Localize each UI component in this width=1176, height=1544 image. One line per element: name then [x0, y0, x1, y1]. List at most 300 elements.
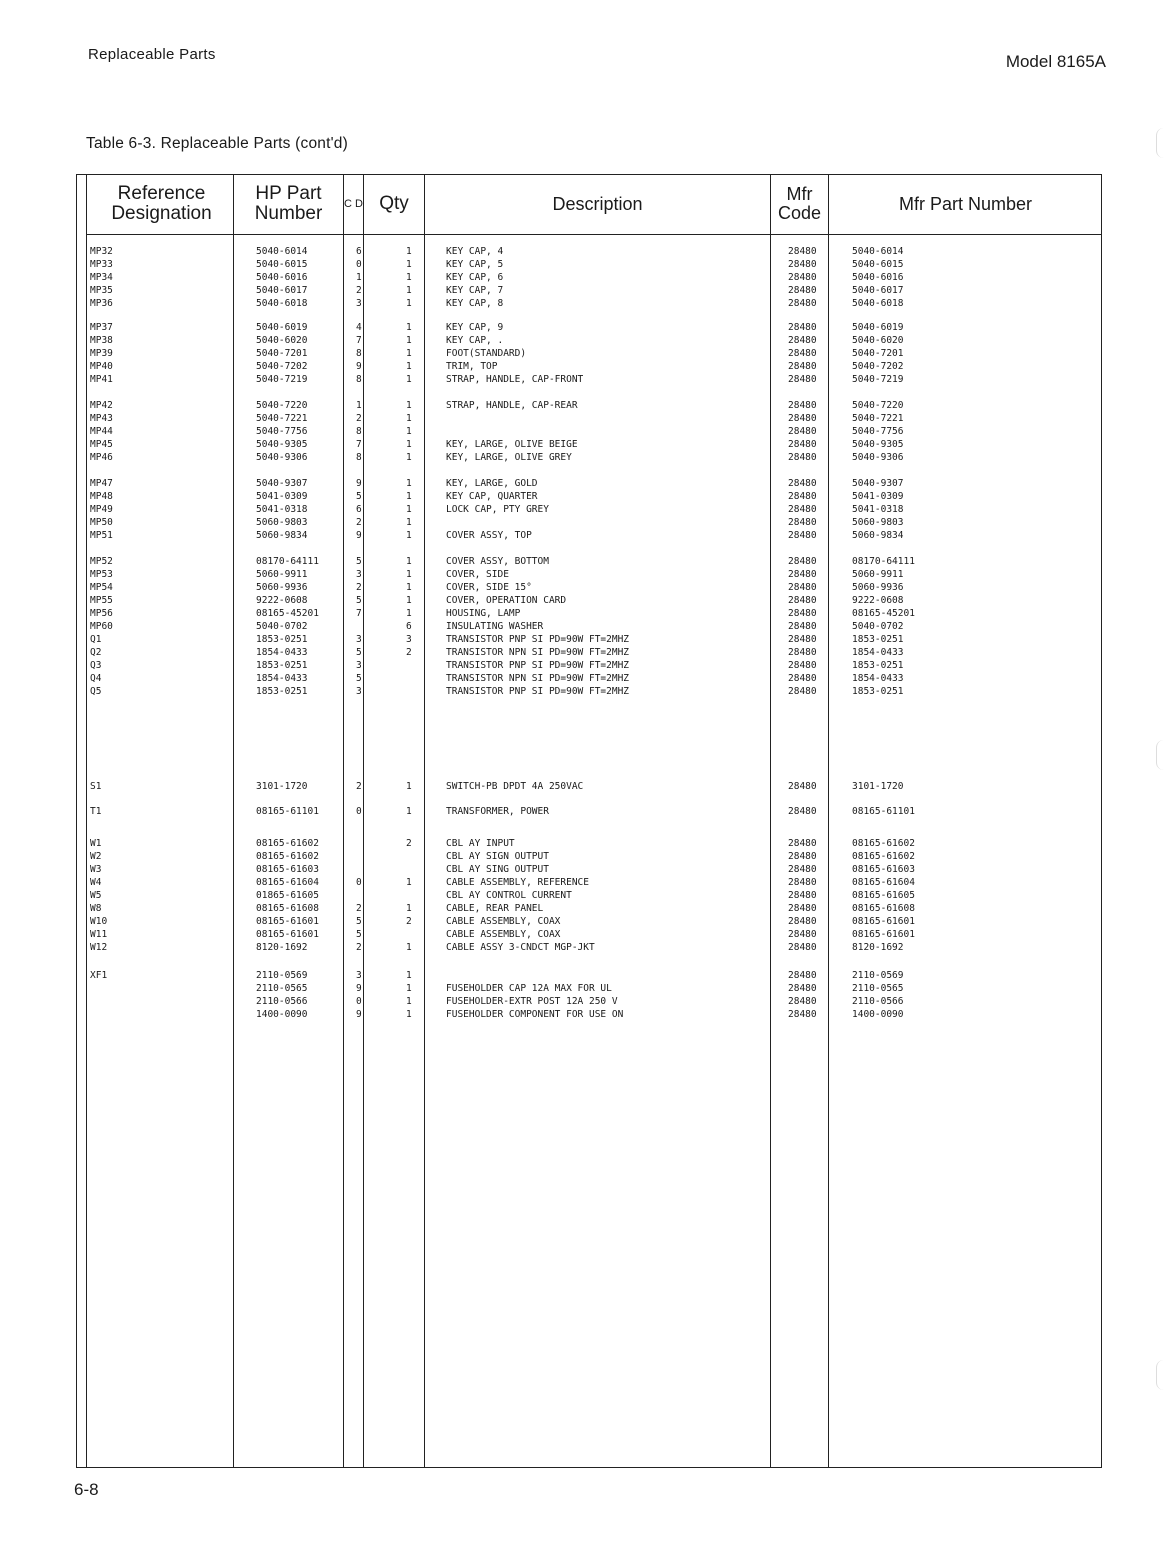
cell-cd: 5 — [356, 929, 362, 940]
cell-ref: MP45 — [90, 439, 113, 450]
cell-cd: 8 — [356, 426, 362, 437]
cell-mfr: 28480 — [788, 647, 817, 658]
col-header-hp-part: HP Part Number — [254, 183, 323, 224]
table-row — [76, 335, 1102, 348]
cell-mpn: 5040-6014 — [852, 246, 904, 257]
table-row — [76, 413, 1102, 426]
cell-desc: COVER, SIDE 15° — [446, 582, 532, 593]
cell-pn: 08170-64111 — [256, 556, 319, 567]
cell-qty: 1 — [406, 361, 412, 372]
cell-cd: 8 — [356, 452, 362, 463]
cell-mpn: 1853-0251 — [852, 686, 904, 697]
cell-desc: KEY CAP, 5 — [446, 259, 504, 270]
cell-qty: 2 — [406, 647, 412, 658]
cell-desc: COVER, OPERATION CARD — [446, 595, 567, 606]
table-row — [76, 322, 1102, 335]
cell-mfr: 28480 — [788, 272, 817, 283]
table-row — [76, 361, 1102, 374]
cell-qty: 1 — [406, 903, 412, 914]
cell-mpn: 08170-64111 — [852, 556, 915, 567]
cell-mfr: 28480 — [788, 942, 817, 953]
cell-cd: 3 — [356, 970, 362, 981]
table-row — [76, 246, 1102, 259]
cell-mpn: 2110-0566 — [852, 996, 904, 1007]
cell-ref: MP48 — [90, 491, 113, 502]
cell-cd: 7 — [356, 335, 362, 346]
table-row — [76, 530, 1102, 543]
cell-mfr: 28480 — [788, 806, 817, 817]
cell-cd: 2 — [356, 413, 362, 424]
cell-desc: KEY, LARGE, GOLD — [446, 478, 538, 489]
cell-mpn: 9222-0608 — [852, 595, 904, 606]
table-row — [76, 426, 1102, 439]
cell-cd: 2 — [356, 781, 362, 792]
cell-mpn: 2110-0565 — [852, 983, 904, 994]
cell-desc: FUSEHOLDER-EXTR POST 12A 250 V — [446, 996, 618, 1007]
scan-edge-mark — [1156, 128, 1171, 158]
cell-qty: 1 — [406, 877, 412, 888]
cell-cd: 9 — [356, 478, 362, 489]
cell-cd: 0 — [356, 996, 362, 1007]
cell-mpn: 3101-1720 — [852, 781, 904, 792]
cell-pn: 5040-0702 — [256, 621, 308, 632]
cell-qty: 2 — [406, 916, 412, 927]
cell-desc: TRANSFORMER, POWER — [446, 806, 549, 817]
cell-qty: 1 — [406, 491, 412, 502]
scan-edge-mark — [1156, 1360, 1171, 1390]
cell-desc: COVER ASSY, BOTTOM — [446, 556, 549, 567]
cell-pn: 2110-0566 — [256, 996, 308, 1007]
cell-mpn: 5040-7202 — [852, 361, 904, 372]
cell-cd: 7 — [356, 608, 362, 619]
table-row — [76, 996, 1102, 1009]
cell-cd: 0 — [356, 259, 362, 270]
cell-cd: 9 — [356, 530, 362, 541]
cell-mfr: 28480 — [788, 504, 817, 515]
cell-mpn: 5040-7220 — [852, 400, 904, 411]
cell-mpn: 5040-9305 — [852, 439, 904, 450]
cell-mpn: 5060-9834 — [852, 530, 904, 541]
table-row — [76, 595, 1102, 608]
cell-ref: MP39 — [90, 348, 113, 359]
cell-qty: 1 — [406, 806, 412, 817]
cell-desc: KEY, LARGE, OLIVE BEIGE — [446, 439, 578, 450]
cell-desc: CABLE ASSEMBLY, COAX — [446, 916, 561, 927]
cell-cd: 5 — [356, 556, 362, 567]
cell-mpn: 08165-61601 — [852, 916, 915, 927]
cell-mfr: 28480 — [788, 439, 817, 450]
cell-mfr: 28480 — [788, 400, 817, 411]
cell-mpn: 08165-61602 — [852, 838, 915, 849]
cell-qty: 1 — [406, 996, 412, 1007]
cell-pn: 1854-0433 — [256, 647, 308, 658]
cell-mpn: 2110-0569 — [852, 970, 904, 981]
cell-desc: LOCK CAP, PTY GREY — [446, 504, 549, 515]
cell-mpn: 08165-61601 — [852, 929, 915, 940]
cell-mfr: 28480 — [788, 413, 817, 424]
cell-ref: Q1 — [90, 634, 102, 645]
cell-pn: 5040-9307 — [256, 478, 308, 489]
cell-qty: 1 — [406, 569, 412, 580]
cell-mpn: 5040-0702 — [852, 621, 904, 632]
cell-pn: 08165-61608 — [256, 903, 319, 914]
cell-pn: 08165-61601 — [256, 916, 319, 927]
cell-pn: 5060-9911 — [256, 569, 308, 580]
cell-mpn: 1853-0251 — [852, 634, 904, 645]
cell-mpn: 08165-45201 — [852, 608, 915, 619]
col-header-ref: Reference Designation — [111, 183, 212, 224]
cell-cd: 2 — [356, 942, 362, 953]
cell-cd: 9 — [356, 361, 362, 372]
cell-cd: 2 — [356, 582, 362, 593]
cell-ref: W1 — [90, 838, 102, 849]
cell-ref: Q3 — [90, 660, 102, 671]
cell-cd: 3 — [356, 686, 362, 697]
cell-cd: 2 — [356, 285, 362, 296]
cell-qty: 1 — [406, 517, 412, 528]
cell-desc: COVER, SIDE — [446, 569, 509, 580]
cell-mpn: 5040-6018 — [852, 298, 904, 309]
cell-mfr: 28480 — [788, 660, 817, 671]
cell-desc: HOUSING, LAMP — [446, 608, 521, 619]
cell-qty: 1 — [406, 400, 412, 411]
table-row — [76, 259, 1102, 272]
cell-qty: 1 — [406, 1009, 412, 1020]
cell-pn: 5040-6019 — [256, 322, 308, 333]
table-row — [76, 781, 1102, 794]
cell-ref: MP38 — [90, 335, 113, 346]
cell-mpn: 08165-61604 — [852, 877, 915, 888]
header-section-title: Replaceable Parts — [88, 46, 216, 63]
cell-mfr: 28480 — [788, 426, 817, 437]
col-header-mfr-code: Mfr Code — [777, 184, 822, 223]
cell-mpn: 1853-0251 — [852, 660, 904, 671]
cell-ref: W5 — [90, 890, 102, 901]
table-row — [76, 647, 1102, 660]
col-header-mfr-part: Mfr Part Number — [898, 193, 1033, 214]
cell-qty: 6 — [406, 621, 412, 632]
table-row — [76, 517, 1102, 530]
cell-pn: 08165-61601 — [256, 929, 319, 940]
cell-pn: 08165-61602 — [256, 838, 319, 849]
cell-desc: CBL AY SIGN OUTPUT — [446, 851, 549, 862]
table-row — [76, 916, 1102, 929]
cell-pn: 08165-61603 — [256, 864, 319, 875]
cell-cd: 1 — [356, 400, 362, 411]
cell-pn: 1853-0251 — [256, 660, 308, 671]
cell-mfr: 28480 — [788, 374, 817, 385]
cell-pn: 8120-1692 — [256, 942, 308, 953]
cell-mfr: 28480 — [788, 322, 817, 333]
cell-mfr: 28480 — [788, 864, 817, 875]
cell-pn: 5040-7756 — [256, 426, 308, 437]
cell-cd: 2 — [356, 517, 362, 528]
cell-qty: 1 — [406, 504, 412, 515]
cell-desc: CABLE ASSEMBLY, REFERENCE — [446, 877, 589, 888]
cell-cd: 5 — [356, 491, 362, 502]
cell-desc: CABLE ASSEMBLY, COAX — [446, 929, 561, 940]
col-header-cd: C D — [344, 197, 363, 210]
table-row — [76, 569, 1102, 582]
cell-ref: MP52 — [90, 556, 113, 567]
cell-desc: SWITCH-PB DPDT 4A 250VAC — [446, 781, 584, 792]
cell-pn: 5060-9834 — [256, 530, 308, 541]
cell-ref: MP56 — [90, 608, 113, 619]
cell-pn: 5040-6017 — [256, 285, 308, 296]
cell-pn: 5040-7221 — [256, 413, 308, 424]
cell-desc: STRAP, HANDLE, CAP-FRONT — [446, 374, 584, 385]
cell-ref: MP46 — [90, 452, 113, 463]
cell-mfr: 28480 — [788, 517, 817, 528]
cell-qty: 1 — [406, 556, 412, 567]
cell-ref: MP42 — [90, 400, 113, 411]
cell-mfr: 28480 — [788, 348, 817, 359]
cell-mpn: 5060-9911 — [852, 569, 904, 580]
cell-cd: 4 — [356, 322, 362, 333]
cell-mpn: 5040-6019 — [852, 322, 904, 333]
col-header-description: Description — [552, 193, 643, 214]
cell-mfr: 28480 — [788, 595, 817, 606]
cell-ref: MP49 — [90, 504, 113, 515]
table-row — [76, 439, 1102, 452]
cell-desc: KEY CAP, 4 — [446, 246, 504, 257]
cell-cd: 9 — [356, 1009, 362, 1020]
cell-qty: 1 — [406, 595, 412, 606]
cell-desc: KEY, LARGE, OLIVE GREY — [446, 452, 572, 463]
cell-desc: KEY CAP, 8 — [446, 298, 504, 309]
cell-desc: CBL AY CONTROL CURRENT — [446, 890, 572, 901]
cell-mfr: 28480 — [788, 569, 817, 580]
cell-desc: CABLE, REAR PANEL — [446, 903, 544, 914]
cell-ref: W11 — [90, 929, 108, 940]
cell-qty: 1 — [406, 530, 412, 541]
table-row — [76, 621, 1102, 634]
cell-pn: 9222-0608 — [256, 595, 308, 606]
cell-ref: Q5 — [90, 686, 102, 697]
cell-cd: 6 — [356, 504, 362, 515]
cell-mfr: 28480 — [788, 929, 817, 940]
cell-desc: FUSEHOLDER COMPONENT FOR USE ON — [446, 1009, 624, 1020]
cell-qty: 1 — [406, 259, 412, 270]
cell-ref: MP60 — [90, 621, 113, 632]
cell-mfr: 28480 — [788, 259, 817, 270]
cell-desc: TRANSISTOR NPN SI PD=90W FT=2MHZ — [446, 673, 630, 684]
cell-pn: 1854-0433 — [256, 673, 308, 684]
cell-ref: S1 — [90, 781, 102, 792]
cell-qty: 1 — [406, 246, 412, 257]
cell-mpn: 5040-6015 — [852, 259, 904, 270]
parts-table — [76, 174, 1102, 1468]
cell-desc: KEY CAP, 6 — [446, 272, 504, 283]
cell-mfr: 28480 — [788, 838, 817, 849]
cell-qty: 1 — [406, 272, 412, 283]
cell-pn: 1853-0251 — [256, 686, 308, 697]
cell-mfr: 28480 — [788, 361, 817, 372]
cell-mfr: 28480 — [788, 877, 817, 888]
cell-pn: 5040-7201 — [256, 348, 308, 359]
cell-pn: 5060-9803 — [256, 517, 308, 528]
cell-mpn: 1854-0433 — [852, 673, 904, 684]
cell-pn: 1400-0090 — [256, 1009, 308, 1020]
cell-ref: Q2 — [90, 647, 102, 658]
cell-ref: MP44 — [90, 426, 113, 437]
cell-pn: 1853-0251 — [256, 634, 308, 645]
cell-mpn: 08165-61605 — [852, 890, 915, 901]
cell-qty: 1 — [406, 426, 412, 437]
cell-desc: TRANSISTOR PNP SI PD=90W FT=2MHZ — [446, 686, 630, 697]
cell-mfr: 28480 — [788, 478, 817, 489]
cell-cd: 5 — [356, 673, 362, 684]
cell-ref: XF1 — [90, 970, 108, 981]
cell-ref: Q4 — [90, 673, 102, 684]
cell-ref: MP36 — [90, 298, 113, 309]
header-model: Model 8165A — [1005, 52, 1106, 71]
cell-mpn: 5040-7221 — [852, 413, 904, 424]
cell-mpn: 08165-61602 — [852, 851, 915, 862]
cell-mfr: 28480 — [788, 996, 817, 1007]
cell-qty: 1 — [406, 374, 412, 385]
cell-pn: 2110-0565 — [256, 983, 308, 994]
cell-cd: 5 — [356, 595, 362, 606]
cell-ref: W8 — [90, 903, 102, 914]
cell-qty: 1 — [406, 413, 412, 424]
table-row — [76, 877, 1102, 890]
cell-ref: W12 — [90, 942, 108, 953]
cell-mfr: 28480 — [788, 903, 817, 914]
cell-desc: STRAP, HANDLE, CAP-REAR — [446, 400, 578, 411]
cell-mfr: 28480 — [788, 781, 817, 792]
cell-ref: MP35 — [90, 285, 113, 296]
cell-mfr: 28480 — [788, 621, 817, 632]
cell-cd: 0 — [356, 806, 362, 817]
cell-mfr: 28480 — [788, 634, 817, 645]
cell-pn: 5040-9306 — [256, 452, 308, 463]
cell-ref: W2 — [90, 851, 102, 862]
cell-cd: 0 — [356, 877, 362, 888]
cell-pn: 5041-0309 — [256, 491, 308, 502]
cell-qty: 1 — [406, 478, 412, 489]
cell-mpn: 08165-61603 — [852, 864, 915, 875]
table-row — [76, 686, 1102, 699]
cell-desc: KEY CAP, . — [446, 335, 504, 346]
cell-cd: 8 — [356, 374, 362, 385]
table-row — [76, 864, 1102, 877]
table-row — [76, 556, 1102, 569]
cell-qty: 1 — [406, 335, 412, 346]
table-row — [76, 970, 1102, 983]
cell-pn: 5040-7220 — [256, 400, 308, 411]
table-row — [76, 298, 1102, 311]
cell-mfr: 28480 — [788, 970, 817, 981]
cell-mfr: 28480 — [788, 851, 817, 862]
cell-mfr: 28480 — [788, 916, 817, 927]
cell-mfr: 28480 — [788, 452, 817, 463]
cell-cd: 8 — [356, 348, 362, 359]
cell-ref: MP54 — [90, 582, 113, 593]
cell-pn: 2110-0569 — [256, 970, 308, 981]
table-row — [76, 400, 1102, 413]
cell-cd: 3 — [356, 298, 362, 309]
cell-qty: 1 — [406, 348, 412, 359]
table-row — [76, 851, 1102, 864]
cell-mfr: 28480 — [788, 246, 817, 257]
cell-ref: T1 — [90, 806, 102, 817]
page-number: 6-8 — [74, 1480, 99, 1499]
cell-pn: 08165-45201 — [256, 608, 319, 619]
table-row — [76, 838, 1102, 851]
cell-qty: 1 — [406, 285, 412, 296]
cell-cd: 1 — [356, 272, 362, 283]
table-row — [76, 478, 1102, 491]
cell-mpn: 5040-7219 — [852, 374, 904, 385]
cell-mpn: 08165-61608 — [852, 903, 915, 914]
cell-cd: 5 — [356, 916, 362, 927]
cell-pn: 5060-9936 — [256, 582, 308, 593]
cell-mpn: 08165-61101 — [852, 806, 915, 817]
header-rule — [86, 234, 1102, 235]
cell-ref: MP34 — [90, 272, 113, 283]
cell-qty: 1 — [406, 439, 412, 450]
cell-qty: 1 — [406, 298, 412, 309]
table-row — [76, 504, 1102, 517]
cell-pn: 5040-6018 — [256, 298, 308, 309]
cell-desc: TRANSISTOR NPN SI PD=90W FT=2MHZ — [446, 647, 630, 658]
cell-ref: MP43 — [90, 413, 113, 424]
cell-mfr: 28480 — [788, 582, 817, 593]
table-row — [76, 890, 1102, 903]
cell-cd: 7 — [356, 439, 362, 450]
cell-desc: FOOT(STANDARD) — [446, 348, 527, 359]
cell-mpn: 5041-0318 — [852, 504, 904, 515]
cell-desc: CBL AY SING OUTPUT — [446, 864, 549, 875]
cell-ref: W3 — [90, 864, 102, 875]
cell-qty: 1 — [406, 608, 412, 619]
table-row — [76, 348, 1102, 361]
cell-desc: CBL AY INPUT — [446, 838, 515, 849]
cell-mpn: 1400-0090 — [852, 1009, 904, 1020]
cell-mfr: 28480 — [788, 530, 817, 541]
cell-ref: MP32 — [90, 246, 113, 257]
table-row — [76, 806, 1102, 819]
cell-ref: MP55 — [90, 595, 113, 606]
cell-ref: MP41 — [90, 374, 113, 385]
cell-desc: TRANSISTOR PNP SI PD=90W FT=2MHZ — [446, 634, 630, 645]
cell-mpn: 8120-1692 — [852, 942, 904, 953]
cell-cd: 3 — [356, 660, 362, 671]
cell-qty: 1 — [406, 970, 412, 981]
cell-qty: 3 — [406, 634, 412, 645]
cell-ref: MP37 — [90, 322, 113, 333]
cell-mpn: 5040-9307 — [852, 478, 904, 489]
cell-mfr: 28480 — [788, 335, 817, 346]
cell-cd: 9 — [356, 983, 362, 994]
cell-desc: INSULATING WASHER — [446, 621, 544, 632]
cell-mpn: 5040-6017 — [852, 285, 904, 296]
cell-mfr: 28480 — [788, 298, 817, 309]
cell-pn: 08165-61101 — [256, 806, 319, 817]
table-row — [76, 452, 1102, 465]
cell-pn: 5041-0318 — [256, 504, 308, 515]
table-row — [76, 903, 1102, 916]
cell-pn: 5040-6015 — [256, 259, 308, 270]
table-row — [76, 942, 1102, 955]
cell-mfr: 28480 — [788, 890, 817, 901]
cell-pn: 08165-61602 — [256, 851, 319, 862]
cell-ref: MP53 — [90, 569, 113, 580]
cell-cd: 3 — [356, 569, 362, 580]
cell-desc: TRANSISTOR PNP SI PD=90W FT=2MHZ — [446, 660, 630, 671]
cell-desc: KEY CAP, 9 — [446, 322, 504, 333]
